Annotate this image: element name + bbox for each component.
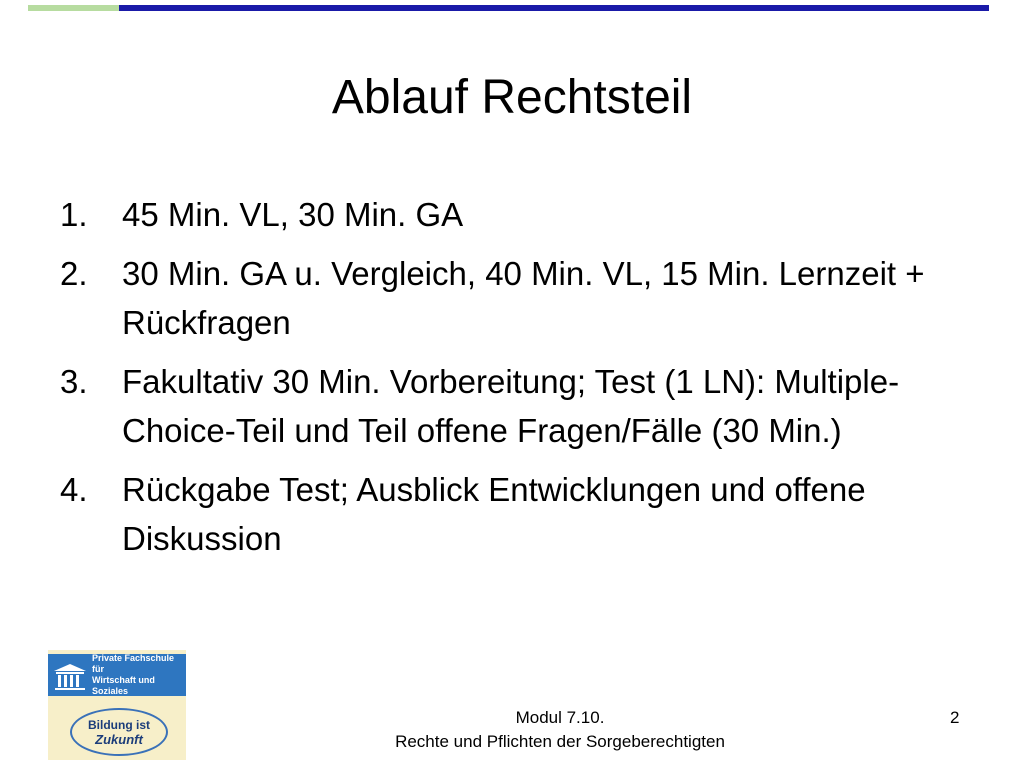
list-item-number: 1. <box>60 196 88 233</box>
logo-line-1: Private Fachschule für <box>92 653 175 674</box>
accent-bar-blue-segment <box>119 5 989 11</box>
list-item-text: 45 Min. VL, 30 Min. GA <box>122 196 464 233</box>
slide-footer <box>300 706 820 754</box>
list-item <box>60 465 960 563</box>
list-item-text: Fakultativ 30 Min. Vorbereitung; Test (1 LN): Multiple-Choice-Teil und Teil offene Fragen/Fälle (30 Min.) <box>122 363 900 449</box>
footer-module: Modul 7.10. <box>515 708 605 727</box>
list-item-number: 3. <box>60 363 88 400</box>
logo-line-2: Wirtschaft und Soziales <box>92 675 155 696</box>
logo-school-name <box>92 653 186 697</box>
seal-line-1: Bildung ist <box>88 717 150 732</box>
list-item <box>60 357 960 455</box>
footer-subtitle: Rechte und Pflichten der Sorgeberechtigten <box>395 732 725 751</box>
page-number: 2 <box>950 708 960 727</box>
accent-bar-green-segment <box>28 5 119 11</box>
top-accent-bar <box>28 5 989 11</box>
list-item-number: 2. <box>60 255 88 292</box>
school-logo <box>48 650 186 760</box>
list-item-text: Rückgabe Test; Ausblick Entwicklungen und offene Diskussion <box>122 471 866 557</box>
building-icon <box>52 662 88 692</box>
list-item <box>60 249 960 347</box>
list-item <box>60 190 960 239</box>
logo-seal <box>70 708 168 756</box>
list-item-number: 4. <box>60 471 88 508</box>
slide-title: Ablauf Rechtsteil <box>331 71 693 124</box>
agenda-list <box>60 190 960 573</box>
logo-banner <box>48 654 186 696</box>
list-item-text: 30 Min. GA u. Vergleich, 40 Min. VL, 15 Min. Lernzeit + Rückfragen <box>122 255 925 341</box>
seal-line-2: Zukunft <box>95 731 143 747</box>
